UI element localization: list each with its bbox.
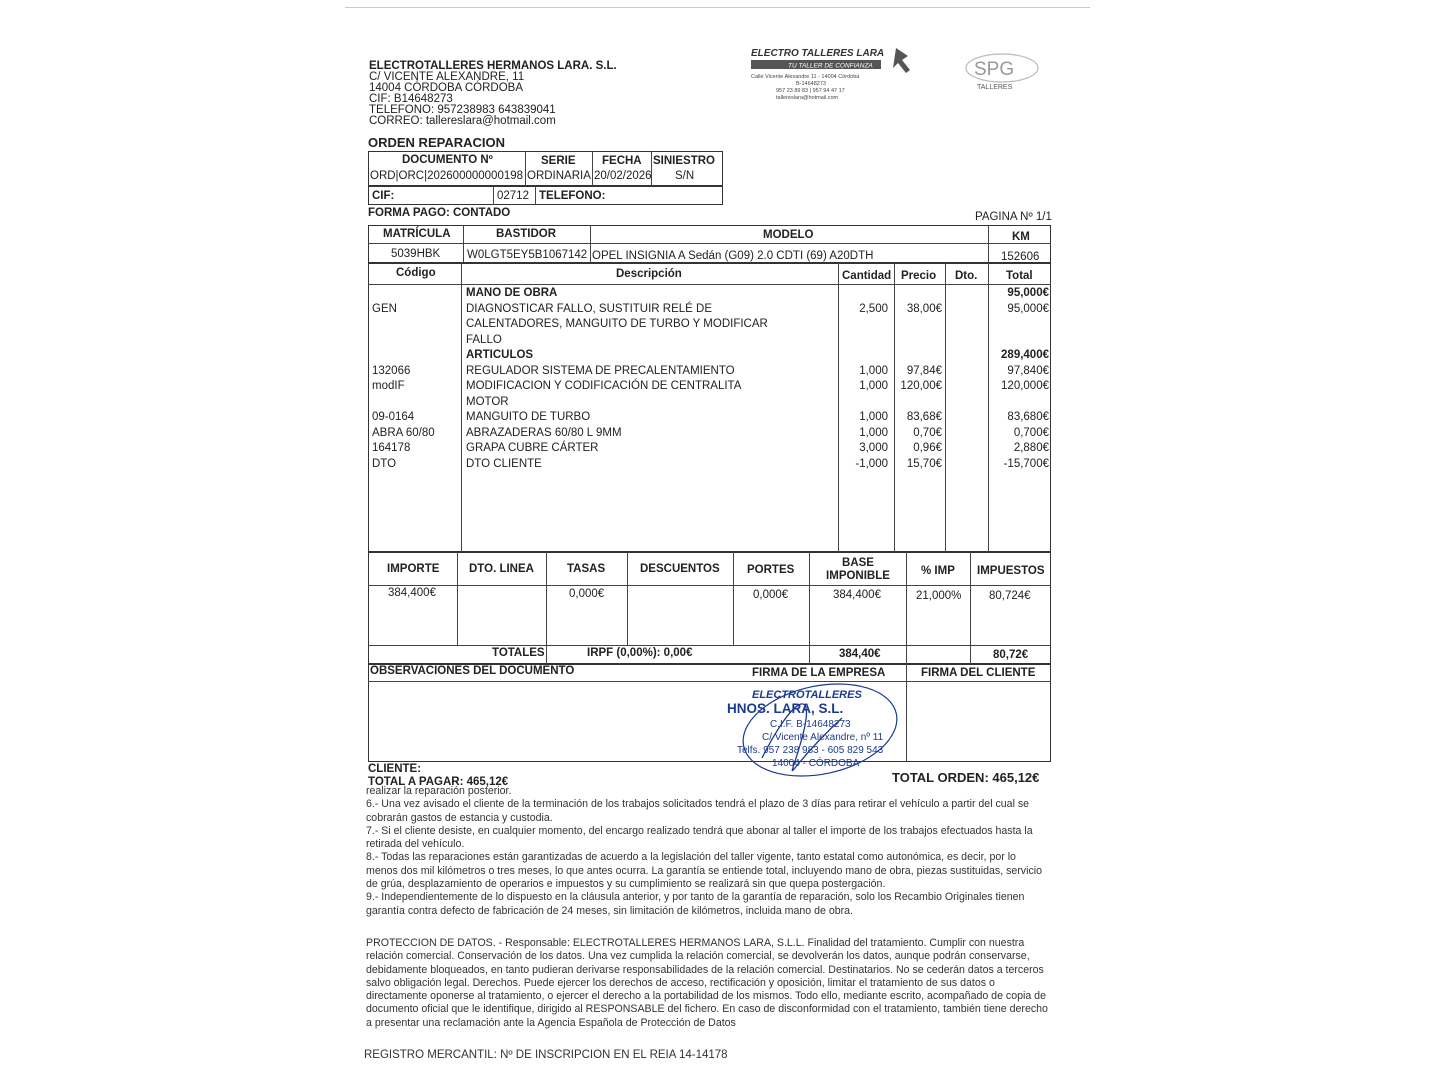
line-precio: 0,96€ (913, 442, 942, 454)
cliente-label: CLIENTE: (368, 763, 422, 775)
line-total: 120,000€ (1001, 380, 1049, 392)
summary-header-importe: IMPORTE (387, 563, 440, 575)
clause-6: 6.- Una vez avisado el cliente de la terminación de los trabajos solicitados tendrá el plazo de 3 días para retirar el vehículo a partir del cual se cobrarán gastos de estancia y custodia. (366, 798, 1030, 824)
header-matricula: MATRÍCULA (383, 228, 451, 240)
clause-partial: realizar la reparación posterior. (366, 785, 512, 797)
line-desc: MOTOR (466, 395, 509, 408)
summary-imp-pct: 21,000% (916, 590, 962, 602)
summary-portes: 0,000€ (753, 589, 789, 601)
line-total: -15,700€ (1003, 457, 1049, 470)
lara-logo-address: Calle Vicente Alexandre 11 - 14004 Córdoba (751, 74, 860, 80)
line-desc: MANO DE OBRA (466, 287, 558, 299)
stamp-line-6: 14004 - CÓRDOBA (772, 758, 860, 769)
stamp-line-3: C.I.F. B-14648273 (770, 719, 851, 730)
spg-logo (962, 52, 1052, 92)
stamp-line-2: HNOS. LARA, S.L. (727, 701, 844, 716)
line-total: 97,840€ (1007, 364, 1049, 377)
line-desc: MANGUITO DE TURBO (466, 411, 591, 423)
line-codigo: GEN (372, 302, 397, 315)
line-desc: MODIFICACION Y CODIFICACIÓN DE CENTRALITA (466, 380, 742, 392)
summary-total-impuestos: 80,72€ (993, 649, 1029, 661)
page-top-rule (345, 7, 1090, 8)
total-orden: TOTAL ORDEN: 465,12€ (892, 770, 1040, 785)
header-codigo: Código (396, 267, 436, 279)
summary-totales-label: TOTALES (492, 647, 545, 659)
line-total: 0,700€ (1013, 426, 1049, 439)
line-precio: 120,00€ (900, 380, 942, 392)
summary-tasas: 0,000€ (569, 588, 605, 600)
company-cif: CIF: B14648273 (369, 93, 453, 105)
clause-8: 8.- Todas las reparaciones están garantizadas de acuerdo a la legislación del taller vigente, tanto estatal como autonómica, es decir, por lo menos dos mil kilómetros o tres meses, lo que antes ocurra. La garantía se entiende total, incluyendo mano de obra, piezas sustituidas, servicio de grúa, desplazamiento de operarios e impuestos y su cumplimiento se realizará sin que quepa postergación. (366, 851, 1043, 891)
line-desc: REGULADOR SISTEMA DE PRECALENTAMIENTO (466, 364, 735, 377)
summary-header-base: BASE IMPONIBLE (826, 557, 890, 582)
documento-fecha: 20/02/2026 (594, 170, 652, 182)
stamp-line-5: Telfs. 957 238 983 - 605 829 543 (737, 745, 884, 756)
header-modelo: MODELO (763, 229, 814, 241)
stamp-line-4: C/ Vicente Alexandre, nº 11 (762, 732, 884, 743)
vehicle-bastidor: W0LGT5EY5B1067142 (467, 249, 588, 261)
line-desc: DIAGNOSTICAR FALLO, SUSTITUIR RELÉ DE (466, 302, 713, 315)
line-cant: 1,000 (859, 411, 888, 423)
vehicle-matricula: 5039HBK (391, 248, 441, 260)
line-codigo: 132066 (372, 364, 411, 377)
line-total: 83,680€ (1007, 411, 1049, 423)
observaciones-label: OBSERVACIONES DEL DOCUMENTO (370, 665, 575, 677)
line-total: 2,880€ (1013, 442, 1049, 454)
line-codigo: 164178 (372, 442, 411, 454)
line-total: 95,000€ (1007, 302, 1049, 315)
clause-7: 7.- Si el cliente desiste, en cualquier momento, del encargo realizado tendrá que abonar al taller el importe de los trabajos efectuados hasta la retirada del vehículo. (366, 824, 1033, 851)
summary-header-impuestos: IMPUESTOS (977, 565, 1045, 577)
data-protection-text (366, 937, 1050, 1030)
client-phone-label: TELEFONO: (539, 190, 606, 202)
line-cant: 2,500 (859, 302, 888, 315)
lara-logo (748, 46, 923, 106)
header-precio: Precio (901, 270, 937, 282)
conditions-text (366, 785, 1050, 918)
company-email: CORREO: tallereslara@hotmail.com (369, 115, 556, 127)
summary-header-imp-pct: % IMP (921, 565, 955, 577)
company-city: 14004 CÓRDOBA CÓRDOBA (369, 82, 524, 94)
client-cif-label: CIF: (372, 190, 395, 202)
client-cif-value: 02712 (497, 190, 529, 202)
firma-cliente-label: FIRMA DEL CLIENTE (921, 667, 1036, 679)
summary-header-descuentos: DESCUENTOS (640, 563, 720, 575)
lara-logo-phones: 957 23 89 83 | 957 94 47 17 (776, 88, 845, 94)
line-total: 95,000€ (1007, 287, 1049, 299)
line-codigo: 09-0164 (372, 411, 415, 423)
line-precio: 97,84€ (906, 364, 942, 377)
header-documento: DOCUMENTO Nº (402, 154, 493, 166)
line-desc: GRAPA CUBRE CÁRTER (466, 442, 599, 454)
header-km: KM (1012, 231, 1030, 243)
line-codigo: ABRA 60/80 (372, 426, 435, 439)
line-precio: 15,70€ (906, 457, 942, 470)
document-title: ORDEN REPARACION (368, 135, 505, 150)
wrench-icon (893, 48, 910, 73)
total-a-pagar: TOTAL A PAGAR: 465,12€ (368, 776, 509, 788)
proteccion-datos: PROTECCION DE DATOS. - Responsable: ELECTROTALLERES HERMANOS LARA, S.L.L. Finalidad del tratamiento. Cumplir con nuestra relación comercial. Conservación de los datos. Una vez cumplida la relación comercial, se devolverán los datos, aunque podrán conservarse, debidamente bloqueados, en tanto pudieran derivarse responsabilidades de la relación comercial. Destinatarios. No se cederán datos a terceros salvo obligación legal. Derechos. Puede ejercer los derechos de acceso, rectificación y oposición, limitar el tratamiento de sus datos o directamente oponerse al tratamiento, o ejercer el derecho a la portabilidad de los mismos. Todo ello, mediante escrito, acompañado de copia de documento oficial que le identifique, dirigido al RESPONSABLE del fichero. En caso de disconformidad con el tratamiento, también tiene derecho a presentar una reclamación ante la Agencia Española de Protección de Datos (366, 937, 1048, 1029)
spg-logo-brand: SPG (974, 59, 1015, 80)
line-desc: CALENTADORES, MANGUITO DE TURBO Y MODIFICAR (466, 318, 768, 330)
header-cantidad: Cantidad (842, 270, 892, 282)
line-desc: FALLO (466, 333, 502, 346)
line-cant: 1,000 (859, 426, 888, 439)
summary-importe: 384,400€ (388, 587, 436, 599)
summary-impuestos: 80,724€ (989, 590, 1031, 602)
line-codigo: modIF (372, 380, 405, 392)
lara-logo-brand: ELECTRO TALLERES LARA (751, 48, 885, 59)
line-precio: 83,68€ (906, 411, 942, 423)
line-cant: 3,000 (859, 442, 888, 454)
company-stamp (722, 678, 912, 778)
documento-serie: ORDINARIA (527, 170, 591, 182)
line-codigo: DTO (372, 457, 397, 470)
line-total: 289,400€ (1001, 349, 1049, 361)
header-descripcion: Descripción (616, 268, 682, 280)
line-desc: ARTICULOS (466, 349, 534, 361)
firma-empresa-label: FIRMA DE LA EMPRESA (752, 667, 886, 679)
summary-header-tasas: TASAS (567, 563, 606, 575)
header-siniestro: SINIESTRO (653, 155, 715, 167)
page-number: PAGINA Nº 1/1 (975, 211, 1052, 223)
lara-logo-tagline: TU TALLER DE CONFIANZA (788, 62, 873, 70)
line-precio: 0,70€ (913, 426, 942, 439)
header-fecha: FECHA (602, 155, 642, 167)
vehicle-modelo: OPEL INSIGNIA A Sedán (G09) 2.0 CDTI (69) A20DTH (592, 250, 874, 262)
summary-irpf: IRPF (0,00%): 0,00€ (587, 647, 693, 659)
registro-mercantil: REGISTRO MERCANTIL: Nº DE INSCRIPCION EN EL REIA 14-14178 (364, 1049, 728, 1061)
header-total: Total (1006, 270, 1033, 282)
documento-siniestro: S/N (675, 170, 695, 182)
clause-9: 9.- Independientemente de lo dispuesto en la cláusula anterior, y por tanto de la garantía de reparación, solo los Recambio Originales tienen garantía contra defecto de fabricación de 24 meses, sin limitación de kilómetros, incluida mano de obra. (366, 891, 1025, 917)
line-cant: -1,000 (855, 457, 888, 470)
documento-numero: ORD|ORC|202600000000198 (370, 170, 524, 182)
line-precio: 38,00€ (906, 302, 942, 315)
line-cant: 1,000 (859, 380, 888, 392)
header-bastidor: BASTIDOR (496, 228, 557, 240)
line-cant: 1,000 (859, 364, 888, 377)
stamp-line-1: ELECTROTALLERES (752, 689, 862, 701)
summary-header-dto-linea: DTO. LINEA (469, 563, 534, 575)
header-serie: SERIE (541, 155, 576, 167)
summary-total-base: 384,40€ (839, 648, 881, 660)
company-phone: TELEFONO: 957238983 643839041 (369, 104, 556, 116)
header-dto: Dto. (955, 270, 978, 282)
spg-logo-sub: TALLERES (977, 84, 1013, 91)
forma-pago: FORMA PAGO: CONTADO (368, 207, 511, 219)
company-name: ELECTROTALLERES HERMANOS LARA. S.L. (369, 60, 617, 72)
lara-logo-cif: B-14648273 (796, 81, 826, 87)
line-desc: ABRAZADERAS 60/80 L 9MM (466, 426, 622, 439)
lara-logo-email: tallereslara@hotmail.com (776, 95, 839, 101)
line-desc: DTO CLIENTE (466, 457, 542, 470)
company-address: C/ VICENTE ALEXANDRE, 11 (369, 71, 525, 83)
vehicle-km: 152606 (1001, 251, 1040, 263)
summary-header-portes: PORTES (747, 564, 795, 576)
summary-base: 384,400€ (833, 589, 881, 601)
